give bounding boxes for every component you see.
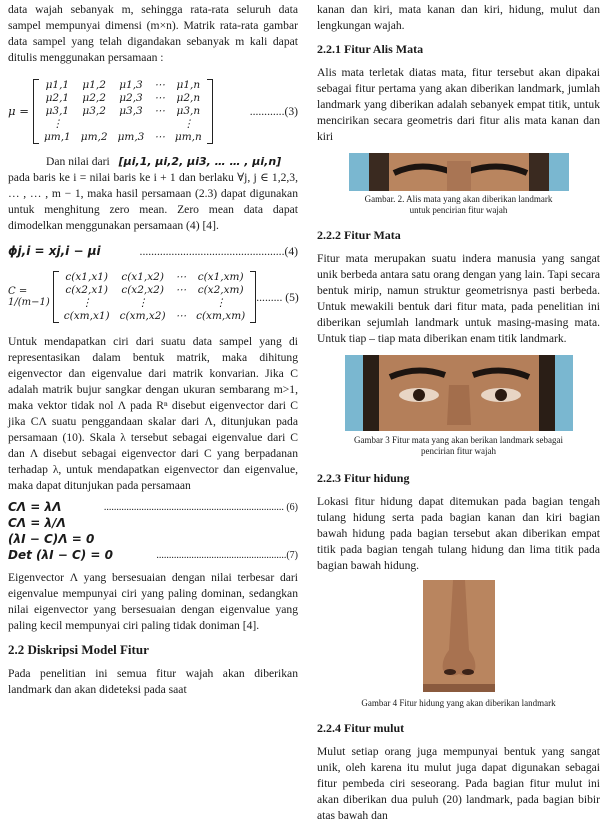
eq3-matrix-cell: μm,3 xyxy=(117,130,145,143)
eq3-matrix-cell: ⋯ xyxy=(154,91,165,104)
eq3-matrix-cell: μm,2 xyxy=(80,130,108,143)
eye-photo xyxy=(345,355,573,431)
paragraph-eigen-conclusion: Eigenvector Λ yang bersesuaian dengan nilai terbesar dari eigenvalue mempunyai ciri yang paling dominan, sedangkan nilai eigenvector yang bersesuaian dengan eigenvalue yang paling kecil mempunyai ciri paling tidak doniman [4]. xyxy=(8,571,298,632)
section-heading-2-2-2: 2.2.2 Fitur Mata xyxy=(317,228,401,242)
paragraph-zero-mean-intro: data wajah sebanyak m, sehingga rata-rata seluruh data sampel mempunyai dimensi (m×n). Matrik rata-rata gambar data sampel yang telah digandakan sebanyak m kali dapat ditulis menggunakan persamaan : xyxy=(8,3,298,64)
eq3-matrix-cell: μ3,1 xyxy=(45,104,70,117)
eq3-matrix-cell: μ2,2 xyxy=(82,91,106,104)
eq3-matrix-cell xyxy=(149,118,170,131)
figure-3-caption: Gambar 3 Fitur mata yang akan berikan landmark sebagai pencirian fitur wajah xyxy=(354,435,563,456)
paragraph-nose: Lokasi fitur hidung dapat ditemukan pada bagian tengah tulang hidung serta pada bagian kanan dan kiri bagian bawah hidung pada bagian tersebut akan diberikan empat titik pada bagian tengah tulang hidung dan lima titik pada bagian bawah hidung. xyxy=(317,495,600,572)
eq3-matrix-cell xyxy=(76,118,113,131)
equation-6 xyxy=(8,500,298,514)
eq3-matrix-cell: μ1,3 xyxy=(119,78,143,91)
eq3-matrix-cell: μ3,2 xyxy=(82,104,106,117)
eq3-matrix xyxy=(33,79,213,144)
eq3-number: ............(3) xyxy=(249,104,298,118)
eq6c-formula: (λI − C)Λ = 0 xyxy=(8,532,95,546)
eq4-number: ..................................................(4) xyxy=(139,244,298,258)
eq6b-formula: CΛ = λ/Λ xyxy=(8,516,66,530)
eq5-matrix xyxy=(53,271,256,323)
eq5-matrix-cell xyxy=(171,297,192,310)
eyebrow-photo xyxy=(349,153,569,191)
paragraph-eyebrow: Alis mata terletak diatas mata, fitur tersebut akan dipakai sebagai fitur pertama yang akan diberikan landmark, jumlah landmark yang diberikan adalah sebanyek empat titik, untuk mencirikan secara geometris dari fitur alis mata kanan dan kiri xyxy=(317,66,600,143)
left-column xyxy=(8,0,298,698)
eq3-matrix-cell: ⋮ xyxy=(183,117,194,130)
eq3-matrix-cell: μ3,3 xyxy=(119,104,143,117)
eq3-matrix-cell: μ1,n xyxy=(176,78,201,91)
section-heading-2-2-1: 2.2.1 Fitur Alis Mata xyxy=(317,42,424,56)
eq5-matrix-cell: c(x1,xm) xyxy=(197,271,244,283)
equation-5 xyxy=(8,266,298,328)
equation-6b xyxy=(8,516,298,530)
paragraph-eye: Fitur mata merupakan suatu indera manusia yang sangat unik berbeda antara satu orang dengan yang lain. Tapi secara bentuk mirip, namun struktur geometrisnya pasti berbeda. Untuk mewakili bentuk dari fitur mata, pada penelitian ini diberikan sejumlah landmark untuk masing-masing mata. Untuk tiap – tiap mata diberikan enam titik landmark. xyxy=(317,252,600,345)
right-column xyxy=(317,0,600,824)
eq5-matrix-cell: ⋮ xyxy=(137,297,148,309)
eq5-matrix-cell: ⋯ xyxy=(175,284,187,296)
eq3-matrix-cell: μ2,n xyxy=(176,91,201,104)
section-heading-2-2: 2.2 Diskripsi Model Fitur xyxy=(8,642,149,657)
eq5-matrix-cell: c(xm,xm) xyxy=(196,310,246,322)
figure-4-caption: Gambar 4 Fitur hidung yang akan diberikan landmark xyxy=(361,698,556,708)
eq5-matrix-cell: c(xm,x2) xyxy=(119,310,166,322)
eq3-matrix-cell: μm,1 xyxy=(43,130,71,143)
paragraph-features-list: kanan dan kiri, mata kanan dan kiri, hidung, mulut dan lengkungan wajah. xyxy=(317,3,600,32)
eq3-matrix-cell: ⋮ xyxy=(52,117,63,130)
eq3-matrix-cell: μ2,3 xyxy=(119,91,143,104)
eq3-matrix-cell: ⋯ xyxy=(154,130,165,143)
equation-6c xyxy=(8,532,298,546)
eq3-matrix-cell: μ1,2 xyxy=(82,78,106,91)
eq5-matrix-cell: c(x1,x1) xyxy=(65,271,109,283)
eq3-matrix-cell: μm,n xyxy=(174,130,202,143)
p2-rest: pada baris ke i = nilai baris ke i + 1 dan berlaku ∀j, j ∈ 1,2,3, … , … , m − 1, maka hasil persamaan (2.3) dapat digunakan untuk menghitung zero mean. Zero mean data dapat dimodelkan menggunakan persamaan (4) [4]. xyxy=(8,171,298,232)
eq3-matrix-cell: μ1,1 xyxy=(45,78,70,91)
equations-6-7 xyxy=(8,500,298,562)
eq3-matrix-cell: μ3,n xyxy=(176,104,201,117)
eq4-formula: ϕj,i = xj,i − μi xyxy=(8,244,101,258)
mean-vector: [μi,1, μi,2, μi3, … … , μi,n] xyxy=(118,155,282,168)
eq5-matrix-cell: c(x2,x2) xyxy=(121,284,164,296)
eq3-matrix-cell: μ2,1 xyxy=(45,91,70,104)
paragraph-mouth: Mulut setiap orang juga mempunyai bentuk yang sangat unik, oleh karena itu mulut juga dapat digunakan sebagai fitur pembeda ciri seseorang. Pada bagian fitur mulut ini akan diberikan dua puluh (20) landmark, pada bagian bibir atas bawah dan xyxy=(317,745,600,822)
eq5-matrix-cell: c(x2,xm) xyxy=(197,284,244,296)
section-heading-2-2-3: 2.2.3 Fitur hidung xyxy=(317,471,410,485)
eq5-lhs: C = 1/(m−1) xyxy=(8,286,50,308)
eq6-formula: CΛ = λΛ xyxy=(8,500,62,514)
equation-4 xyxy=(8,244,298,258)
section-heading-2-2-4: 2.2.4 Fitur mulut xyxy=(317,721,405,735)
paragraph-mean-vector xyxy=(8,154,298,234)
eq7-number: ....................................................(7) xyxy=(156,549,298,561)
eq5-matrix-cell: ⋯ xyxy=(175,271,187,283)
eq5-matrix-cell: c(xm,x1) xyxy=(63,310,110,322)
eq7-formula: Det (λI − C) = 0 xyxy=(8,548,114,562)
eq5-matrix-cell: ⋮ xyxy=(215,297,226,309)
eq6-number: ........................................................................ (6) xyxy=(103,501,298,513)
equation-3 xyxy=(8,72,298,150)
figure-2-caption: Gambar. 2. Alis mata yang akan diberikan landmark untuk pencirian fitur wajah xyxy=(364,194,553,215)
eq5-matrix-cell: c(x2,x1) xyxy=(65,284,109,296)
eq3-matrix-cell: ⋯ xyxy=(154,78,165,91)
eq3-matrix-cell xyxy=(113,118,150,131)
eq3-matrix-cell: ⋯ xyxy=(154,104,165,117)
equation-7 xyxy=(8,548,298,562)
nose-photo xyxy=(423,580,495,692)
eq5-matrix-cell: c(x1,x2) xyxy=(121,271,164,283)
paragraph-feature-model: Pada penelitian ini semua fitur wajah akan diberikan landmark dan akan dideteksi pada saat xyxy=(8,667,298,696)
p2-start: Dan nilai dari xyxy=(46,155,110,168)
eq5-number: ......... (5) xyxy=(256,290,299,304)
paragraph-eigen: Untuk mendapatkan ciri dari suatu data sampel yang di representasikan dalam bentuk matrik, maka dihitung eigenvector dan eigenvalue dari matrik konvarian. Jika C adalah matrik bujur sangkar dengan ukuran sembarang m>1, maka vektor tidak nol Λ pada Rⁿ disebut eigenvector dari C jika CΛ suatu penggandaan skalar dari Λ, ditunjukan pada persamaan (10). Skala λ tersebut sebagai eigenvalue dari C dan Λ disebut sebagai eigenvector dari C yang berpadanan terhadap λ, untuk mendapatkan eigenvector dan eigenvalue, maka dapat ditunjukan pada persamaan xyxy=(8,335,298,492)
eq3-lhs: μ = xyxy=(8,104,29,118)
eq5-matrix-cell: ⋮ xyxy=(81,297,92,309)
eq5-matrix-cell: ⋯ xyxy=(175,310,187,322)
